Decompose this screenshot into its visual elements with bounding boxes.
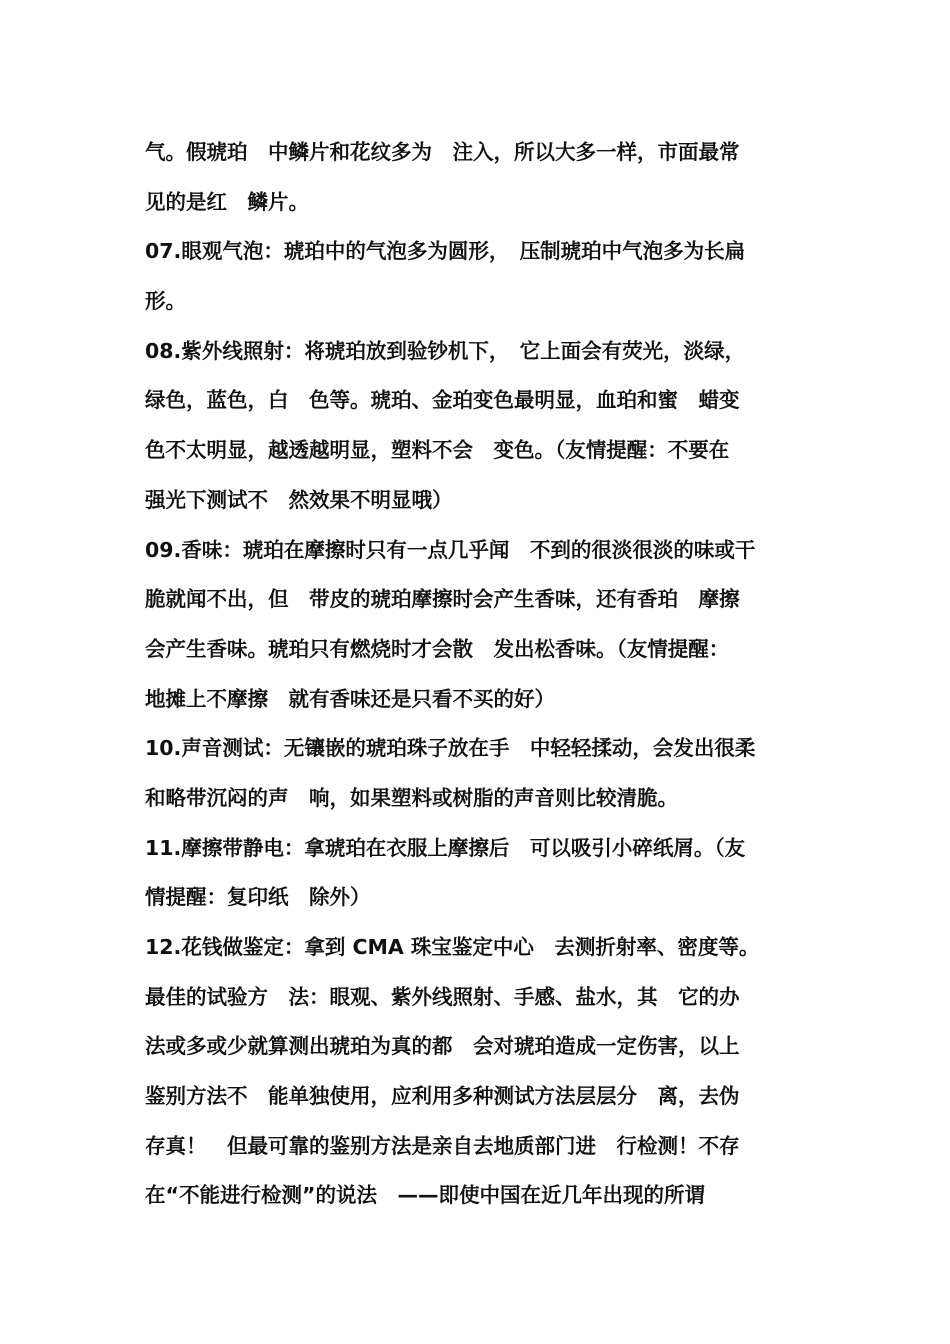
- text-line: 气。假琥珀 中鳞片和花纹多为 注入，所以大多一样，市面最常: [145, 140, 740, 164]
- text-line: 存真！ 但最可靠的鉴别方法是亲自去地质部门进 行检测！不存: [145, 1133, 740, 1158]
- text-line: 08.紫外线照射：将琥珀放到验钞机下， 它上面会有荧光，淡绿，: [145, 338, 746, 363]
- text-line: 法或多或少就算测出琥珀为真的都 会对琥珀造成一定伤害，以上: [145, 1034, 740, 1059]
- text-line: 脆就闻不出，但 带皮的琥珀摩擦时会产生香味，还有香珀 摩擦: [145, 587, 740, 612]
- text-line: 情提醒：复印纸 除外）: [145, 885, 371, 910]
- text-line: 绿色，蓝色，白 色等。琥珀、金珀变色最明显，血珀和蜜 蜡变: [145, 388, 740, 413]
- text-line: 地摊上不摩擦 就有香味还是只看不买的好）: [145, 686, 555, 711]
- text-line: 和略带沉闷的声 响，如果塑料或树脂的声音则比较清脆。: [145, 785, 678, 810]
- text-line: 在“不能进行检测”的说法 ——即使中国在近几年出现的所谓: [145, 1183, 705, 1208]
- text-line: 强光下测试不 然效果不明显哦）: [145, 487, 453, 512]
- text-line: 11.摩擦带静电：拿琥珀在衣服上摩擦后 可以吸引小碎纸屑。（友: [145, 835, 746, 860]
- text-line: 09.香味：琥珀在摩擦时只有一点几乎闻 不到的很淡很淡的味或干: [145, 537, 756, 562]
- text-line: 色不太明显，越透越明显，塑料不会 变色。（友情提醒：不要在: [145, 438, 730, 463]
- text-line: 10.声音测试：无镶嵌的琥珀珠子放在手 中轻轻揉动，会发出很柔: [145, 736, 756, 761]
- text-line: 07.眼观气泡：琥珀中的气泡多为圆形， 压制琥珀中气泡多为长扁: [145, 239, 746, 264]
- text-line: 12.花钱做鉴定：拿到 CMA 珠宝鉴定中心 去测折射率、密度等。: [145, 935, 760, 959]
- text-line: 形。: [145, 289, 186, 314]
- text-line: 见的是红 鳞片。: [145, 189, 309, 214]
- text-line: 最佳的试验方 法：眼观、紫外线照射、手感、盐水，其 它的办: [145, 984, 740, 1009]
- text-line: 会产生香味。琥珀只有燃烧时才会散 发出松香味。（友情提醒：: [145, 636, 730, 661]
- body-text: [145, 128, 810, 1221]
- text-line: 鉴别方法不 能单独使用，应利用多种测试方法层层分 离，去伪: [145, 1084, 740, 1109]
